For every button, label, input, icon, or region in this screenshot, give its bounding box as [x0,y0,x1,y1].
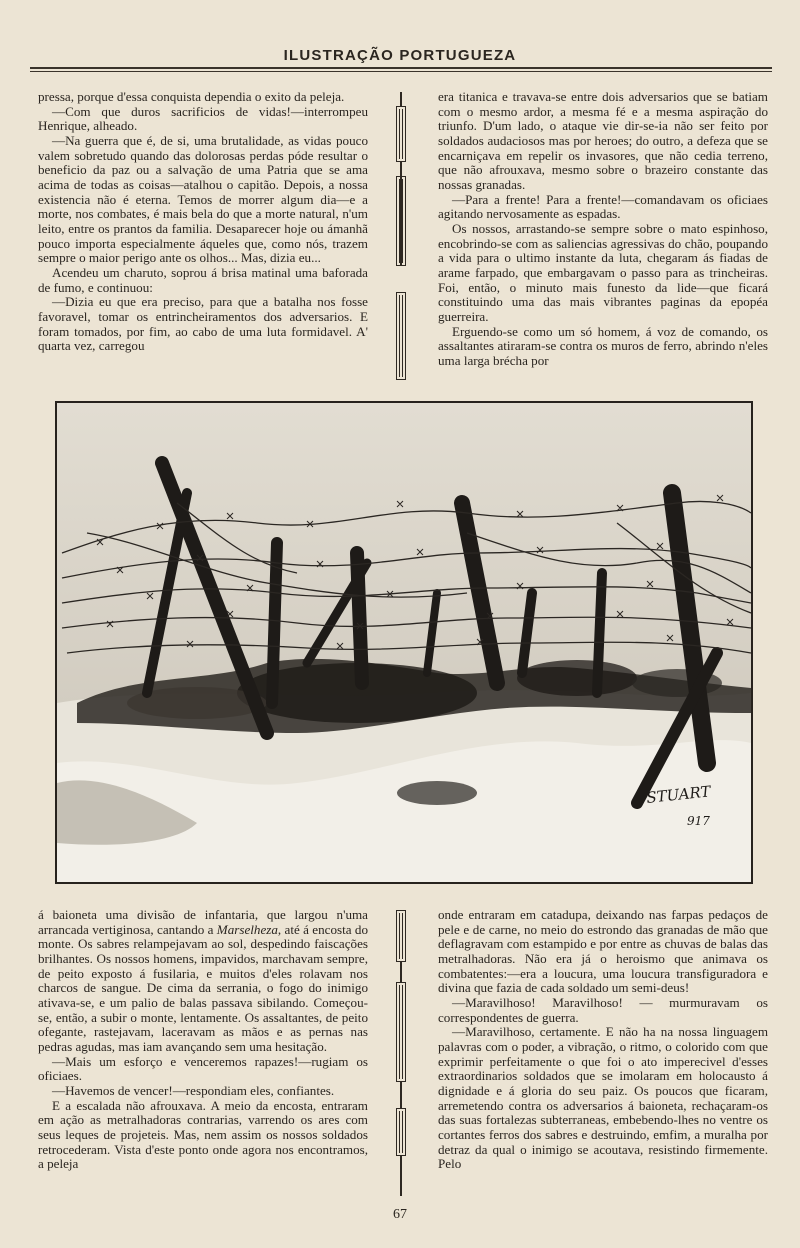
text-column-top-left [38,90,368,354]
paragraph: pressa, porque d'essa conquista dependia o exito da peleja. [38,89,345,104]
paragraph: —Com que duros sacrificios de vidas!—interrompeu Henrique, alheado. [38,103,368,134]
page-number: 67 [393,1207,407,1222]
song-title: Marselheza [216,921,278,937]
signature-year: 917 [687,814,710,828]
paragraph: era titanica e travava-se entre dois adversarios que se batiam com o mesmo ardor, a mesma fé e a mesma aspiração do triunfo. D'um lado, o ataque vie dir-se-ia não ser feito por soldados audaciosos mas por heroes; do outro, a defeza que se encarniçava em repelir os invasores, que não cedia terreno, que não afrouxava, mesmo sobre o brazeiro constante das nossas granadas. [438,89,768,192]
header-rule [30,67,772,69]
text-column-bottom-left [38,908,368,1172]
paragraph: Os nossos, arrastando-se sempre sobre o mato espinhoso, encobrindo-se com as saliencias agressivas do chão, poupando a vida para o ultimo instante da luta, chegaram ás fiadas de arame farpado, que embargavam o passo para as trincheiras. Foi, então, o minuto mais funesto da lide—que ficará constituindo uma das mais vibrantes paginas da epopéa guerreira. [438,220,768,324]
paragraph: —Mais um esforço e venceremos rapazes!—rugiam os oficiaes. [38,1053,368,1084]
running-header: ILUSTRAÇÃO PORTUGUEZA [283,47,517,64]
text-column-top-right [438,90,768,368]
paragraph: Erguendo-se como um só homem, á voz de comando, os assaltantes atiraram-se contra os muros de ferro, abrindo n'eles uma larga brécha por [438,323,768,368]
paragraph: —Na guerra que é, de si, uma brutalidade, as vidas pouco valem sobretudo quando das dolorosas perdas póde resultar o beneficio da paz ou a salvação de uma Patria que se ama acima de todas as coisas—atalhou o capitão. Depois, a nossa existencia não é eterna. Temos de morrer algum dia—e a morte, nos combates, é mais bela do que a morte natural, n'um leito, entre os prantos da familia. Desaparecer hoje ou ámanhã pouco importa especialmente áqueles que, como nós, trazem sempre o maior perigo ante os olhos... Mas, dizia eu... [38,132,368,266]
paragraph: Acendeu um charuto, soprou á brisa matinal uma baforada de fumo, e continuou: [38,264,368,295]
paragraph: —Maravilhoso, certamente. E não ha na nossa linguagem palavras com o poder, a vibração, o ritmo, o colorido com que exprimir perfeitamente o que foi o ato imperecivel d'esses extraordinarios soldados que se imolaram em holocausto á dignidade e á gloria do seu paiz. Os poucos que ficaram, arremetendo contra os adversarios á baioneta, rechaçaram-os das suas fortalezas subterraneas, embebendo-lhes no ventre os cortantes ferros dos sabres e destruindo, emfim, a muralha por detraz da qual o inimigo se acoutava, resistindo firmemente. Pelo [438,1024,768,1172]
paragraph: —Para a frente! Para a frente!—comandavam os oficiaes agitando nervosamente as espadas. [438,191,768,222]
paragraph [38,908,368,1055]
paragraph: —Maravilhoso! Maravilhoso! — murmuravam os correspondentes de guerra. [438,994,768,1025]
barbed-wire-drawing [57,403,751,882]
column-divider-top [396,92,410,382]
paragraph-text: , até á encosta do monte. Os sabres relampejavam ao sol, despedindo faiscações brilhantes. Os nossos homens, impavidos, marchavam sempre, de peito exposto á fusilaria, e muitos d'eles rolavam nos charcos de sangue. De cima da serrania, o fogo do inimigo ativava-se, e um palio de balas passava sibilando. Começou-se, então, a subir o monte, lentamente. Os assaltantes, de peito ofegante, rastejavam, laceravam as mãos e as pernas nas pedras agudas, mas iam avançando sem uma hesitação. [38,921,368,1054]
column-divider-bottom [396,910,410,1200]
header-rule-thin [30,71,772,72]
paragraph: —Havemos de vencer!—respondiam eles, confiantes. [52,1082,335,1098]
paragraph: onde entraram em catadupa, deixando nas farpas pedaços de pele e de carne, no meio do estrondo das granadas de mão que deflagravam com estampido e por entre as chuvas de balas das metralhadoras. Não era já o heroismo que animava os combatentes:—era a loucura, uma loucura transfiguradora e divina que fazia de cada soldado um semi-deus! [438,907,768,996]
war-illustration [55,401,753,884]
artist-signature: STUART [645,782,712,807]
text-column-bottom-right [438,908,768,1172]
paragraph-text: á baioneta uma divisão de infantaria, que largou n'uma arrancada vertiginosa, cantando a [38,907,368,937]
paragraph: E a escalada não afrouxava. A meio da encosta, entraram em ação as metralhadoras contrarias, varrendo os ares com seus leques de projeteis. Mas, nem assim os nossos soldados retrocederam. Vista d'este ponto onde agora nos encontramos, a peleja [38,1097,368,1172]
paragraph: —Dizia eu que era preciso, para que a batalha nos fosse favoravel, tomar os entrincheiramentos dos adversarios. E foram tomados, por fim, ao cabo de uma luta formidavel. A' quarta vez, carregou [38,294,368,354]
